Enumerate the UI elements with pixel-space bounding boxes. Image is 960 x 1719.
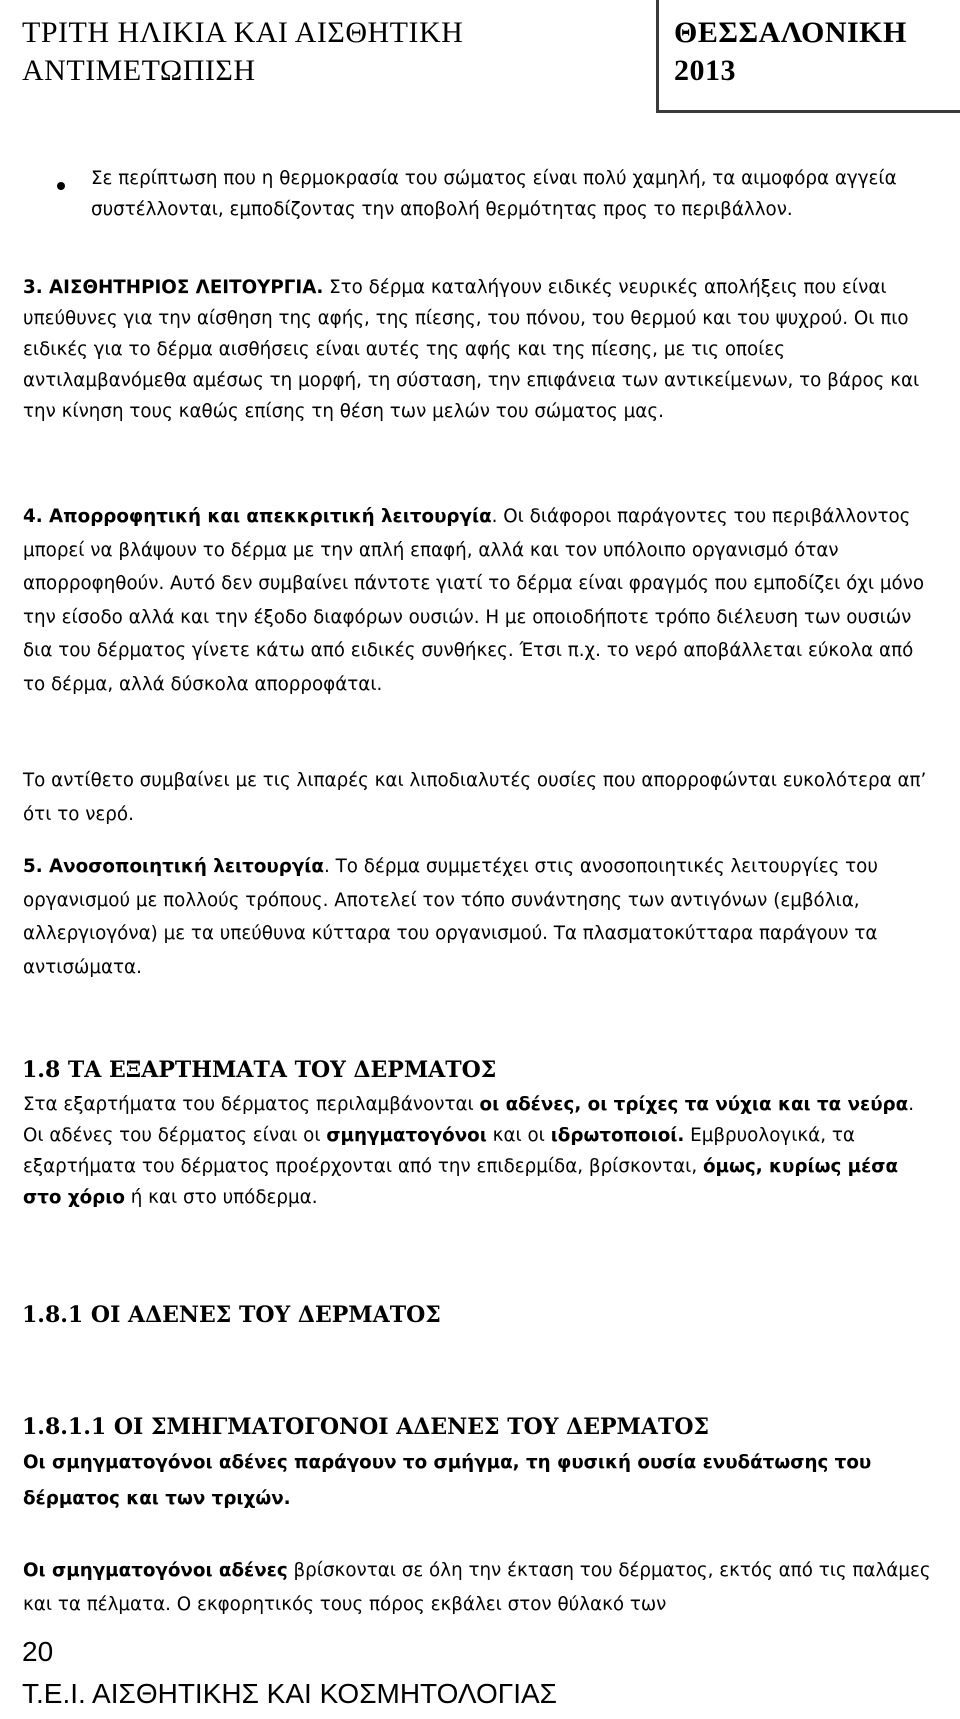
bullet-paragraph: Σε περίπτωση που η θερμοκρασία του σώματος είναι πολύ χαμηλή, τα αιμοφόρα αγγεία συστέλλονται, εμποδίζοντας την αποβολή θερμότητας προς το περιβάλλον. xyxy=(91,168,897,220)
section-4-paragraph xyxy=(23,500,938,701)
heading-1-8-1-1-paragraph xyxy=(23,1554,938,1621)
section-3-paragraph xyxy=(23,272,938,427)
text-run: . Οι αδένες του δέρματος είναι οι xyxy=(23,1094,915,1146)
bold-run: ιδρωτοποιοί. xyxy=(550,1125,685,1146)
section-4-text: . Οι διάφοροι παράγοντες του περιβάλλοντος μπορεί να βλάψουν το δέρμα με την απλή επαφή, αλλά και τον υπόλοιπο οργανισμό όταν απορροφηθούν. Αυτό δεν συμβαίνει πάντοτε γιατί το δέρμα είναι φραγμός που εμποδίζει όχι μόνο την είσοδο αλλά και την έξοδο διαφόρων ουσιών. Η με οποιοδήποτε τρόπο διέλευση των ουσιών δια του δέρματος γίνετε κάτω από ειδικές συνθήκες. Έτσι π.χ. το νερό αποβάλλεται εύκολα από το δέρμα, αλλά δύσκολα απορροφάται. xyxy=(23,506,925,695)
header-city: ΘΕΣΣΑΛΟΝΙΚΗ xyxy=(674,16,907,49)
text-run: και οι xyxy=(486,1125,551,1146)
bold-run: Οι σμηγματογόνοι αδένες xyxy=(23,1560,288,1581)
header-title-line2: ΑΝΤΙΜΕΤΩΠΙΣΗ xyxy=(22,54,256,87)
section-5-title: 5. Ανοσοποιητική λειτουργία xyxy=(23,856,324,877)
bold-run: σμηγματογόνοι xyxy=(326,1125,487,1146)
section-4-paragraph-2: Το αντίθετο συμβαίνει με τις λιπαρές και λιποδιαλυτές ουσίες που απορροφώνται ευκολότερα απ’ ότι το νερό. xyxy=(23,770,927,825)
heading-1-8-paragraph xyxy=(23,1089,938,1213)
section-4-title: 4. Απορροφητική και απεκκριτική λειτουργία xyxy=(23,506,492,527)
header-divider-horizontal xyxy=(656,110,960,113)
text-run: ή και στο υπόδερμα. xyxy=(124,1187,318,1208)
header-title-line1: ΤΡΙΤΗ ΗΛΙΚΙΑ ΚΑΙ ΑΙΣΘΗΤΙΚΗ xyxy=(22,16,464,49)
section-3-title: 3. ΑΙΣΘΗΤΗΡΙΟΣ ΛΕΙΤΟΥΡΓΙΑ. xyxy=(23,277,324,298)
heading-1-8-1-1-bold-paragraph: Οι σμηγματογόνοι αδένες παράγουν το σμήγμα, τη φυσική ουσία ενυδάτωσης του δέρματος και των τριχών. xyxy=(23,1452,872,1509)
heading-1-8: 1.8 ΤΑ ΕΞΑΡΤΗΜΑΤΑ ΤΟΥ ΔΕΡΜΑΤΟΣ xyxy=(22,1057,497,1083)
page-header xyxy=(0,0,960,112)
footer-institution: Τ.Ε.Ι. ΑΙΣΘΗΤΙΚΗΣ ΚΑΙ ΚΟΣΜΗΤΟΛΟΓΙΑΣ xyxy=(22,1678,557,1709)
section-5-paragraph xyxy=(23,850,941,984)
section-5-text: . Το δέρμα συμμετέχει στις ανοσοποιητικές λειτουργίες του οργανισμού με πολλούς τρόπους. Αποτελεί τον τόπο συνάντησης των αντιγόνων (εμβόλια, αλλεργιογόνα) με τα υπεύθυνα κύτταρα του οργανισμού. Τα πλασματοκύτταρα παράγουν τα αντισώματα. xyxy=(23,856,878,978)
header-title xyxy=(22,14,463,90)
text-run: Στα εξαρτήματα του δέρματος περιλαμβάνονται xyxy=(23,1094,480,1115)
bold-run: οι αδένες, οι τρίχες τα νύχια και τα νεύρα xyxy=(479,1094,909,1115)
heading-1-8-1-1: 1.8.1.1 ΟΙ ΣΜΗΓΜΑΤΟΓΟΝΟΙ ΑΔΕΝΕΣ ΤΟΥ ΔΕΡΜΑΤΟΣ xyxy=(22,1414,710,1440)
section-3-text: Στο δέρμα καταλήγουν ειδικές νευρικές απολήξεις που είναι υπεύθυνες για την αίσθηση της αφής, της πίεσης, του πόνου, του θερμού και του ψυχρού. Οι πιο ειδικές για το δέρμα αισθήσεις είναι αυτές της αφής και της πίεσης, με τις οποίες αντιλαμβανόμεθα αμέσως τη μορφή, τη σύσταση, την επιφάνεια των αντικείμενων, το βάρος και την κίνηση τους καθώς επίσης τη θέση των μελών του σώματος μας. xyxy=(23,277,920,422)
header-divider-vertical xyxy=(656,0,659,112)
text-run: Εμβρυολογικά, τα εξαρτήματα του δέρματος προέρχονται από την επιδερμίδα, βρίσκονται, xyxy=(23,1125,855,1177)
text-run: βρίσκονται σε όλη την έκταση του δέρματος, εκτός από τις παλάμες και τα πέλματα. Ο εκφορητικός τους πόρος εκβάλει στον θύλακό των xyxy=(23,1560,931,1615)
header-year: 2013 xyxy=(674,54,736,87)
header-location xyxy=(674,14,907,90)
page-number: 20 xyxy=(22,1636,54,1667)
heading-1-8-1: 1.8.1 ΟΙ ΑΔΕΝΕΣ ΤΟΥ ΔΕΡΜΑΤΟΣ xyxy=(22,1302,441,1328)
bullet-icon xyxy=(57,182,65,190)
bold-run: όμως, κυρίως μέσα στο χόριο xyxy=(23,1156,899,1208)
